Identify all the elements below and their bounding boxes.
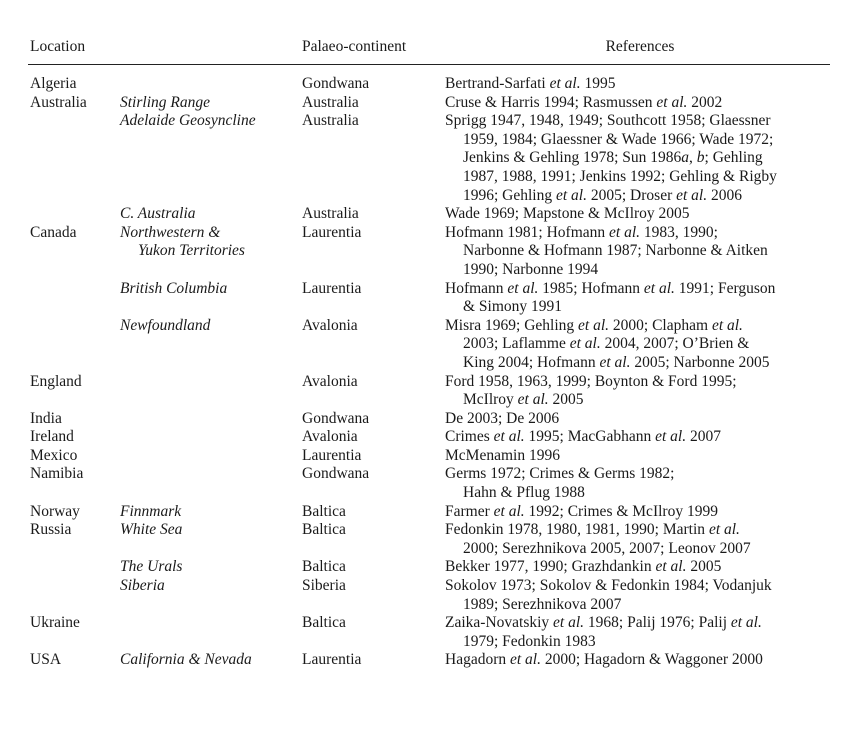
cell-references bbox=[445, 75, 830, 94]
reference-line: Ford 1958, 1963, 1999; Boynton & Ford 1995; bbox=[445, 372, 737, 390]
cell-references bbox=[445, 410, 830, 429]
cell-references bbox=[445, 651, 830, 670]
table-row bbox=[0, 558, 860, 577]
cell-palaeo-continent: Baltica bbox=[302, 502, 346, 520]
table-row bbox=[0, 373, 860, 410]
cell-palaeo-continent: Gondwana bbox=[302, 465, 370, 483]
reference-line: McIlroy et al. 2005 bbox=[463, 391, 584, 409]
cell-region: White Sea bbox=[120, 521, 183, 539]
cell-references bbox=[445, 521, 830, 558]
cell-location: Algeria bbox=[30, 75, 77, 92]
cell-palaeo-continent: Australia bbox=[302, 112, 359, 130]
cell-region: C. Australia bbox=[120, 205, 196, 223]
reference-line: 1996; Gehling et al. 2005; Droser et al. 2006 bbox=[463, 186, 742, 204]
reference-line: Narbonne & Hofmann 1987; Narbonne & Aitken bbox=[463, 242, 768, 260]
cell-palaeo-continent: Laurentia bbox=[302, 651, 362, 669]
cell-palaeo-continent: Gondwana bbox=[302, 409, 370, 427]
reference-line: Fedonkin 1978, 1980, 1981, 1990; Martin et al. bbox=[445, 521, 740, 539]
cell-palaeo-continent: Avalonia bbox=[302, 428, 358, 446]
cell-references bbox=[445, 465, 830, 502]
cell-palaeo-continent: Baltica bbox=[302, 614, 346, 632]
cell-palaeo-continent: Australia bbox=[302, 205, 359, 223]
table-row bbox=[0, 94, 860, 113]
cell-region: Stirling Range bbox=[120, 93, 210, 111]
cell-location: Ukraine bbox=[30, 614, 80, 632]
header-rule bbox=[28, 64, 830, 65]
reference-line: Wade 1969; Mapstone & McIlroy 2005 bbox=[445, 205, 690, 223]
reference-line: Germs 1972; Crimes & Germs 1982; bbox=[445, 465, 675, 483]
reference-line: Misra 1969; Gehling et al. 2000; Clapham et al. bbox=[445, 316, 743, 334]
cell-references bbox=[445, 428, 830, 447]
cell-references bbox=[445, 577, 830, 614]
cell-references bbox=[445, 317, 830, 373]
reference-line: Hofmann 1981; Hofmann et al. 1983, 1990; bbox=[445, 223, 718, 241]
reference-line: 1989; Serezhnikova 2007 bbox=[463, 595, 622, 613]
cell-region: Siberia bbox=[120, 577, 165, 595]
cell-palaeo-continent: Laurentia bbox=[302, 279, 362, 297]
cell-palaeo-continent: Siberia bbox=[302, 577, 346, 595]
table-row bbox=[0, 614, 860, 651]
reference-line: 1987, 1988, 1991; Jenkins 1992; Gehling & Rigby bbox=[463, 167, 777, 185]
cell-location: Canada bbox=[30, 223, 77, 241]
reference-line: Sokolov 1973; Sokolov & Fedonkin 1984; Vodanjuk bbox=[445, 577, 772, 595]
header-palaeo-continent: Palaeo-continent bbox=[302, 38, 407, 55]
cell-palaeo-continent: Australia bbox=[302, 93, 359, 111]
cell-location: England bbox=[30, 372, 82, 390]
reference-line: Cruse & Harris 1994; Rasmussen et al. 2002 bbox=[445, 93, 723, 111]
cell-references bbox=[445, 614, 830, 651]
reference-line: 1959, 1984; Glaessner & Wade 1966; Wade 1972; bbox=[463, 130, 774, 148]
table-header bbox=[0, 38, 860, 58]
cell-location: Ireland bbox=[30, 428, 74, 446]
table-row bbox=[0, 224, 860, 280]
cell-references bbox=[445, 447, 830, 466]
cell-region: Newfoundland bbox=[120, 316, 211, 334]
cell-location: USA bbox=[30, 651, 62, 669]
reference-line: McMenamin 1996 bbox=[445, 446, 560, 464]
table-row bbox=[0, 465, 860, 502]
table-row bbox=[0, 577, 860, 614]
cell-references bbox=[445, 373, 830, 410]
header-references: References bbox=[605, 38, 675, 55]
table-row bbox=[0, 205, 860, 224]
cell-references bbox=[445, 112, 830, 205]
table-body bbox=[0, 75, 860, 670]
reference-line: Jenkins & Gehling 1978; Sun 1986a, b; Gehling bbox=[463, 149, 763, 167]
cell-location: Norway bbox=[30, 502, 80, 520]
cell-references bbox=[445, 205, 830, 224]
cell-location: Russia bbox=[30, 521, 72, 539]
reference-line: Farmer et al. 1992; Crimes & McIlroy 1999 bbox=[445, 502, 718, 520]
reference-line: & Simony 1991 bbox=[463, 298, 563, 316]
reference-line: Crimes et al. 1995; MacGabhann et al. 2007 bbox=[445, 428, 721, 446]
reference-line: Hagadorn et al. 2000; Hagadorn & Waggoner 2000 bbox=[445, 651, 763, 669]
table-row bbox=[0, 447, 860, 466]
cell-palaeo-continent: Gondwana bbox=[302, 75, 370, 92]
cell-palaeo-continent: Laurentia bbox=[302, 223, 362, 241]
cell-region: The Urals bbox=[120, 558, 183, 576]
cell-location: Namibia bbox=[30, 465, 84, 483]
cell-references bbox=[445, 94, 830, 113]
reference-line: Bekker 1977, 1990; Grazhdankin et al. 2005 bbox=[445, 558, 722, 576]
table-row bbox=[0, 410, 860, 429]
cell-region: Finnmark bbox=[120, 502, 182, 520]
table-row bbox=[0, 280, 860, 317]
cell-region: California & Nevada bbox=[120, 651, 252, 669]
cell-references bbox=[445, 280, 830, 317]
reference-line: Zaika-Novatskiy et al. 1968; Palij 1976; Palij et al. bbox=[445, 614, 762, 632]
reference-line: 1990; Narbonne 1994 bbox=[463, 260, 599, 278]
cell-region: Adelaide Geosyncline bbox=[120, 112, 256, 130]
table-row bbox=[0, 112, 860, 205]
reference-line: De 2003; De 2006 bbox=[445, 409, 560, 427]
cell-palaeo-continent: Avalonia bbox=[302, 372, 358, 390]
reference-line: Hahn & Pflug 1988 bbox=[463, 484, 585, 502]
cell-references bbox=[445, 503, 830, 522]
header-location: Location bbox=[30, 38, 86, 55]
reference-line: 2003; Laflamme et al. 2004, 2007; O’Brien & bbox=[463, 335, 750, 353]
table-row bbox=[0, 651, 860, 670]
table-row bbox=[0, 503, 860, 522]
reference-line: 1979; Fedonkin 1983 bbox=[463, 632, 596, 650]
cell-palaeo-continent: Avalonia bbox=[302, 316, 358, 334]
cell-palaeo-continent: Laurentia bbox=[302, 446, 362, 464]
table-row bbox=[0, 75, 860, 94]
table-row bbox=[0, 317, 860, 373]
cell-region: Northwestern & Yukon Territories bbox=[120, 223, 245, 260]
reference-line: Bertrand-Sarfati et al. 1995 bbox=[445, 75, 616, 92]
table-row bbox=[0, 521, 860, 558]
cell-references bbox=[445, 558, 830, 577]
cell-palaeo-continent: Baltica bbox=[302, 521, 346, 539]
cell-location: Australia bbox=[30, 93, 87, 111]
cell-references bbox=[445, 224, 830, 280]
reference-line: 2000; Serezhnikova 2005, 2007; Leonov 2007 bbox=[463, 539, 751, 557]
reference-line: Hofmann et al. 1985; Hofmann et al. 1991; Ferguson bbox=[445, 279, 776, 297]
cell-region: British Columbia bbox=[120, 279, 228, 297]
cell-location: Mexico bbox=[30, 446, 78, 464]
reference-line: King 2004; Hofmann et al. 2005; Narbonne 2005 bbox=[463, 353, 770, 371]
table-row bbox=[0, 428, 860, 447]
reference-line: Sprigg 1947, 1948, 1949; Southcott 1958; Glaessner bbox=[445, 112, 771, 130]
cell-palaeo-continent: Baltica bbox=[302, 558, 346, 576]
cell-location: India bbox=[30, 409, 62, 427]
